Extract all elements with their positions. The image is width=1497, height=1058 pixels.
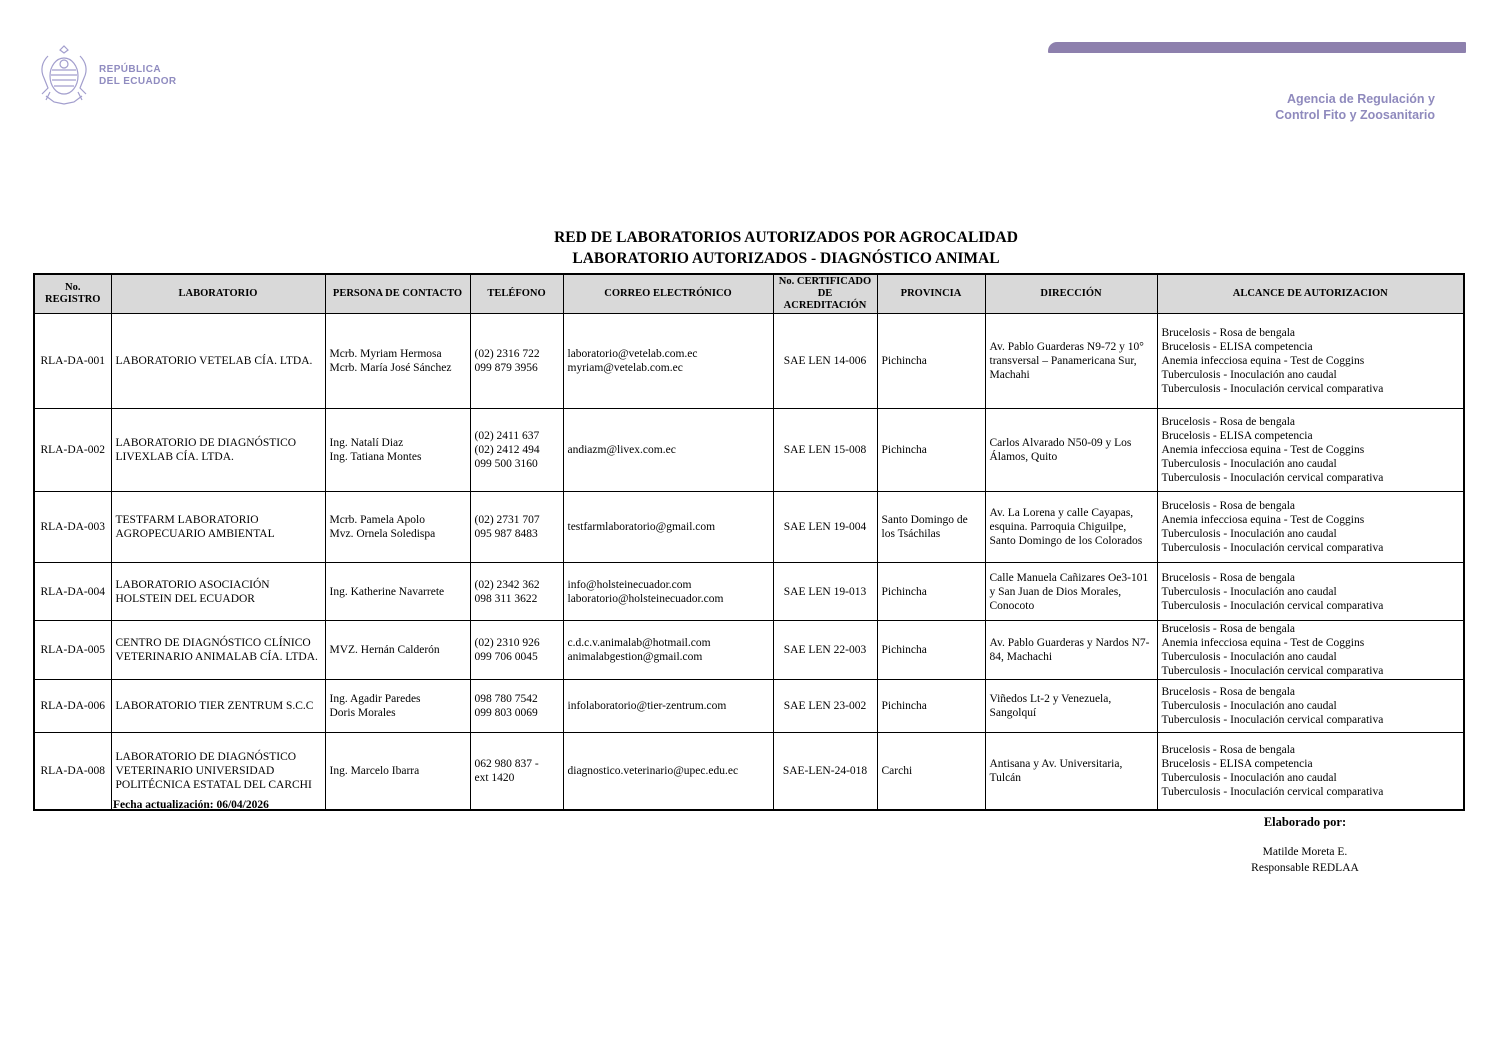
- column-header: CORREO ELECTRÓNICO: [563, 274, 773, 314]
- document-subtitle: LABORATORIO AUTORIZADOS - DIAGNÓSTICO ANIMAL: [572, 250, 1000, 267]
- cell-laboratorio: TESTFARM LABORATORIO AGROPECUARIO AMBIENTAL: [111, 492, 325, 563]
- agency-name: [1275, 92, 1435, 123]
- cell-certificado: SAE LEN 15-008: [773, 409, 877, 492]
- cell-laboratorio: LABORATORIO VETELAB CÍA. LTDA.: [111, 314, 325, 409]
- cell-provincia: Pichincha: [877, 621, 985, 680]
- cell-alcance: Brucelosis - Rosa de bengala Tuberculosis - Inoculación ano caudal Tuberculosis - Inoculación cervical comparativa: [1157, 680, 1464, 733]
- cell-registro: RLA-DA-001: [34, 314, 111, 409]
- column-header: No. REGISTRO: [34, 274, 111, 314]
- republica-del-ecuador-logo: [36, 44, 177, 108]
- elaborado-name: Matilde Moreta E.: [1262, 846, 1348, 858]
- table-row: [34, 563, 1464, 621]
- cell-certificado: SAE LEN 19-004: [773, 492, 877, 563]
- cell-registro: RLA-DA-003: [34, 492, 111, 563]
- table-row: [34, 409, 1464, 492]
- cell-provincia: Santo Domingo de los Tsáchilas: [877, 492, 985, 563]
- cell-correo: diagnostico.veterinario@upec.edu.ec: [563, 733, 773, 810]
- cell-direccion: Av. La Lorena y calle Cayapas, esquina. Parroquia Chiguilpe, Santo Domingo de los Colorados: [985, 492, 1157, 563]
- elaborado-block: [1195, 815, 1415, 876]
- table-row: [34, 621, 1464, 680]
- cell-direccion: Antisana y Av. Universitaria, Tulcán: [985, 733, 1157, 810]
- cell-contacto: Mcrb. Pamela Apolo Mvz. Ornela Soledispa: [325, 492, 470, 563]
- column-header: ALCANCE DE AUTORIZACION: [1157, 274, 1464, 314]
- logo-text-line1: REPÚBLICA: [99, 63, 161, 75]
- cell-contacto: Ing. Natalí Diaz Ing. Tatiana Montes: [325, 409, 470, 492]
- cell-registro: RLA-DA-006: [34, 680, 111, 733]
- table-row: [34, 314, 1464, 409]
- cell-contacto: Ing. Agadir Paredes Doris Morales: [325, 680, 470, 733]
- cell-correo: infolaboratorio@tier-zentrum.com: [563, 680, 773, 733]
- cell-laboratorio: LABORATORIO DE DIAGNÓSTICO LIVEXLAB CÍA. LTDA.: [111, 409, 325, 492]
- cell-direccion: Av. Pablo Guarderas y Nardos N7-84, Machachi: [985, 621, 1157, 680]
- cell-contacto: Ing. Marcelo Ibarra: [325, 733, 470, 810]
- cell-certificado: SAE LEN 19-013: [773, 563, 877, 621]
- cell-correo: c.d.c.v.animalab@hotmail.com animalabgestion@gmail.com: [563, 621, 773, 680]
- cell-telefono: 062 980 837 - ext 1420: [470, 733, 563, 810]
- cell-correo: andiazm@livex.com.ec: [563, 409, 773, 492]
- cell-laboratorio: LABORATORIO DE DIAGNÓSTICO VETERINARIO UNIVERSIDAD POLITÉCNICA ESTATAL DEL CARCHI: [111, 733, 325, 810]
- cell-contacto: Mcrb. Myriam Hermosa Mcrb. María José Sánchez: [325, 314, 470, 409]
- cell-contacto: Ing. Katherine Navarrete: [325, 563, 470, 621]
- cell-alcance: Brucelosis - Rosa de bengala Brucelosis - ELISA competencia Anemia infecciosa equina - Test de Coggins Tuberculosis - Inoculación ano caudal Tuberculosis - Inoculación cervical comparativa: [1157, 409, 1464, 492]
- cell-telefono: (02) 2316 722 099 879 3956: [470, 314, 563, 409]
- cell-provincia: Pichincha: [877, 680, 985, 733]
- table-row: [34, 680, 1464, 733]
- cell-laboratorio: LABORATORIO TIER ZENTRUM S.C.C: [111, 680, 325, 733]
- cell-provincia: Pichincha: [877, 563, 985, 621]
- cell-telefono: (02) 2731 707 095 987 8483: [470, 492, 563, 563]
- agency-name-line1: Agencia de Regulación y: [1287, 92, 1435, 106]
- cell-alcance: Brucelosis - Rosa de bengala Anemia infecciosa equina - Test de Coggins Tuberculosis - Inoculación ano caudal Tuberculosis - Inoculación cervical comparativa: [1157, 621, 1464, 680]
- cell-contacto: MVZ. Hernán Calderón: [325, 621, 470, 680]
- cell-alcance: Brucelosis - Rosa de bengala Tuberculosis - Inoculación ano caudal Tuberculosis - Inoculación cervical comparativa: [1157, 563, 1464, 621]
- update-date: Fecha actualización: 06/04/2026: [113, 799, 269, 811]
- cell-correo: info@holsteinecuador.com laboratorio@holsteinecuador.com: [563, 563, 773, 621]
- cell-direccion: Av. Pablo Guarderas N9-72 y 10° transversal – Panamericana Sur, Machahi: [985, 314, 1157, 409]
- labs-table: [33, 273, 1465, 811]
- cell-alcance: Brucelosis - Rosa de bengala Brucelosis - ELISA competencia Tuberculosis - Inoculación ano caudal Tuberculosis - Inoculación cervical comparativa: [1157, 733, 1464, 810]
- table-row: [34, 492, 1464, 563]
- document-title: RED DE LABORATORIOS AUTORIZADOS POR AGROCALIDAD: [554, 229, 1018, 246]
- cell-direccion: Carlos Alvarado N50-09 y Los Álamos, Quito: [985, 409, 1157, 492]
- cell-telefono: (02) 2310 926 099 706 0045: [470, 621, 563, 680]
- header-accent-bar: [1048, 42, 1466, 53]
- cell-telefono: 098 780 7542 099 803 0069: [470, 680, 563, 733]
- cell-telefono: (02) 2411 637 (02) 2412 494 099 500 3160: [470, 409, 563, 492]
- ecuador-coat-of-arms-icon: [36, 44, 92, 108]
- cell-direccion: Calle Manuela Cañizares Oe3-101 y San Juan de Dios Morales, Conocoto: [985, 563, 1157, 621]
- cell-alcance: Brucelosis - Rosa de bengala Brucelosis - ELISA competencia Anemia infecciosa equina - Test de Coggins Tuberculosis - Inoculación ano caudal Tuberculosis - Inoculación cervical comparativa: [1157, 314, 1464, 409]
- elaborado-label: Elaborado por:: [1263, 815, 1347, 829]
- cell-certificado: SAE-LEN-24-018: [773, 733, 877, 810]
- cell-registro: RLA-DA-005: [34, 621, 111, 680]
- cell-alcance: Brucelosis - Rosa de bengala Anemia infecciosa equina - Test de Coggins Tuberculosis - Inoculación ano caudal Tuberculosis - Inoculación cervical comparativa: [1157, 492, 1464, 563]
- cell-certificado: SAE LEN 22-003: [773, 621, 877, 680]
- table-header-row: [34, 274, 1464, 314]
- cell-certificado: SAE LEN 14-006: [773, 314, 877, 409]
- column-header: TELÉFONO: [470, 274, 563, 314]
- cell-registro: RLA-DA-008: [34, 733, 111, 810]
- column-header: No. CERTIFICADO DE ACREDITACIÓN: [773, 274, 877, 314]
- cell-correo: testfarmlaboratorio@gmail.com: [563, 492, 773, 563]
- column-header: PROVINCIA: [877, 274, 985, 314]
- cell-registro: RLA-DA-002: [34, 409, 111, 492]
- cell-direccion: Viñedos Lt-2 y Venezuela, Sangolquí: [985, 680, 1157, 733]
- cell-registro: RLA-DA-004: [34, 563, 111, 621]
- logo-text-line2: DEL ECUADOR: [99, 76, 177, 87]
- cell-provincia: Pichincha: [877, 409, 985, 492]
- cell-certificado: SAE LEN 23-002: [773, 680, 877, 733]
- column-header: DIRECCIÓN: [985, 274, 1157, 314]
- cell-provincia: Pichincha: [877, 314, 985, 409]
- elaborado-role: Responsable REDLAA: [1251, 862, 1359, 874]
- column-header: LABORATORIO: [111, 274, 325, 314]
- cell-telefono: (02) 2342 362 098 311 3622: [470, 563, 563, 621]
- cell-provincia: Carchi: [877, 733, 985, 810]
- cell-laboratorio: CENTRO DE DIAGNÓSTICO CLÍNICO VETERINARIO ANIMALAB CÍA. LTDA.: [111, 621, 325, 680]
- cell-laboratorio: LABORATORIO ASOCIACIÓN HOLSTEIN DEL ECUADOR: [111, 563, 325, 621]
- cell-correo: laboratorio@vetelab.com.ec myriam@vetelab.com.ec: [563, 314, 773, 409]
- column-header: PERSONA DE CONTACTO: [325, 274, 470, 314]
- agency-name-line2: Control Fito y Zoosanitario: [1275, 107, 1435, 122]
